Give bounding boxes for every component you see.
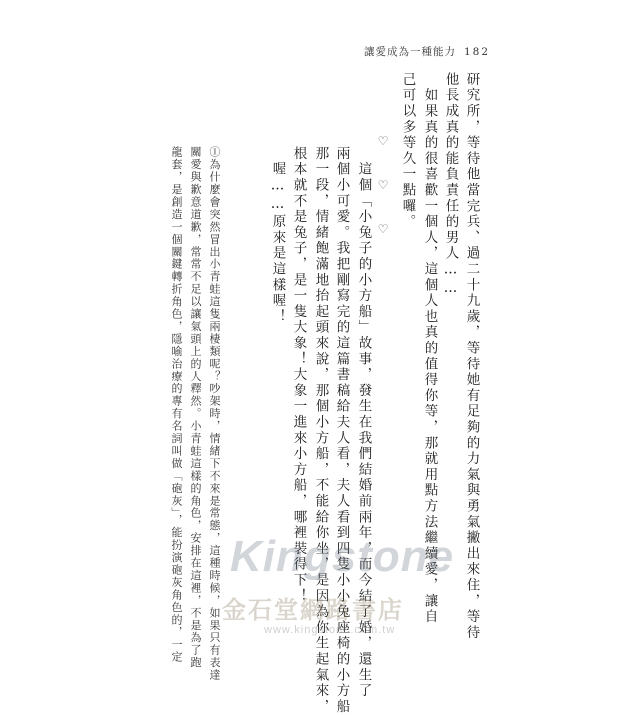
body-column-1: 研究所，等待他當完兵、過二十九歲，等待她有足夠的力氣與勇氣撇出來住，等待 — [463, 72, 480, 641]
section-separator — [377, 134, 389, 252]
page-number: 182 — [464, 46, 491, 58]
body-column-7: 那一段，情緒飽滿地抬起頭來說，那個小方船，不能給你坐，是因為你生起氣來， — [312, 146, 329, 715]
book-title: 讓愛成為一種能力 — [364, 46, 456, 58]
body-column-5: 這個「小兔子的小方船」故事，發生在我們結婚前兩年，而今結了婚，還生了 — [355, 146, 372, 699]
watermark-name: 金石堂網路書店 — [222, 595, 404, 624]
body-column-9: 喔……原來是這樣喔！ — [269, 146, 286, 325]
watermark-brand: Kingstone — [230, 532, 455, 581]
watermark-url: www.kingstone.com.tw — [264, 624, 396, 636]
body-column-4: 己可以多等久一點囉。 — [399, 72, 416, 230]
heart-icon: ♡ — [376, 222, 390, 236]
body-column-3: 如果真的很喜歡一個人，這個人也真的值得你等，那就用點方法繼續愛，讓自 — [421, 72, 438, 625]
body-column-8: 根本就不是兔子，是一隻大象！大象一進來小方船，哪裡裝得下！ — [290, 146, 307, 605]
footnote-line-1: ①為什麼會突然冒出小青蛙這隻兩棲類呢？吵架時，情緒下不來是常態，這種時候，如果只有表達 — [208, 146, 221, 682]
running-header — [364, 44, 490, 59]
body-column-6: 兩個小可愛。我把剛寫完的這篇書稿給夫人看，夫人看到四隻小小兔座椅的小方船 — [333, 146, 350, 715]
body-column-2: 他長成真的能負責任的男人…… — [442, 72, 459, 299]
heart-icon: ♡ — [376, 134, 390, 148]
footnote-line-3: 龍套，是創造一個關鍵轉折角色，隱喻治療的專有名詞叫做「砲灰」，能扮演砲灰角色的，一定 — [170, 146, 183, 664]
heart-icon: ♡ — [376, 178, 390, 192]
footnote-line-2: 關愛與歉意道歉，常常不足以讓氣頭上的人釋然。小青蛙這樣的角色，安排在這裡，不是為了跑 — [189, 146, 202, 669]
